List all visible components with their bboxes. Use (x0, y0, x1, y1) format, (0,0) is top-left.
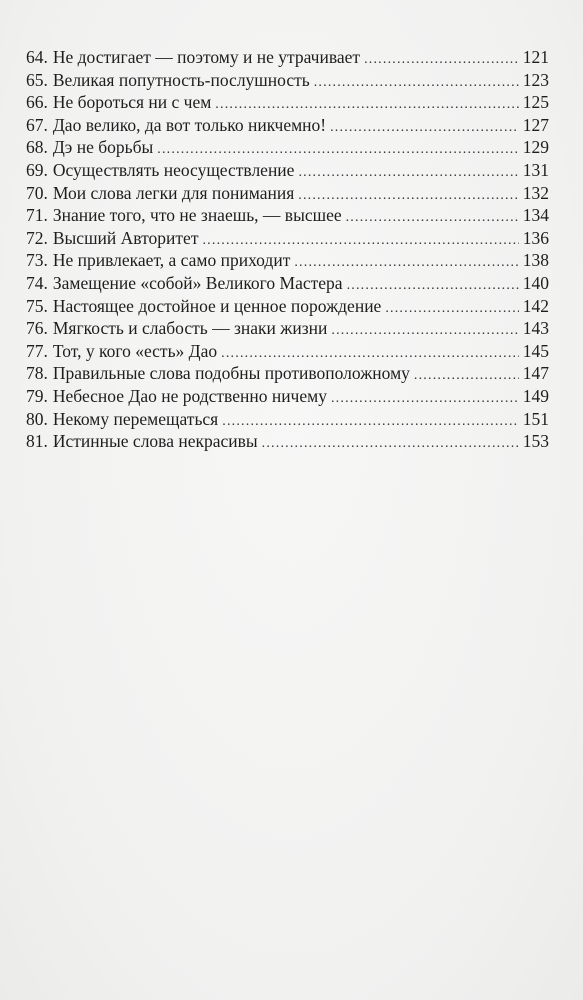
dot-leader (331, 320, 518, 343)
entry-page-number: 129 (522, 137, 549, 158)
dot-leader (385, 298, 518, 321)
entry-title: Великая попутность-послушность (52, 69, 310, 90)
entry-page-number: 132 (522, 182, 549, 203)
entry-number: 69. (26, 159, 48, 180)
dot-leader (262, 433, 519, 456)
entry-title: Небесное Дао не родственно ничему (52, 385, 327, 406)
entry-page-number: 131 (522, 159, 549, 180)
entry-number: 71. (26, 205, 48, 226)
entry-number: 76. (26, 318, 48, 339)
entry-number: 65. (26, 69, 48, 90)
entry-page-number: 125 (522, 92, 549, 113)
dot-leader (346, 207, 519, 230)
entry-number: 77. (26, 340, 48, 361)
toc-entry (26, 272, 549, 295)
entry-number: 70. (26, 182, 48, 203)
entry-title: Высший Авторитет (52, 227, 199, 248)
entry-page-number: 121 (522, 47, 549, 67)
entry-number: 68. (26, 137, 48, 158)
entry-number: 72. (26, 227, 48, 248)
entry-page-number: 142 (522, 295, 549, 316)
entry-page-number: 134 (522, 205, 549, 226)
entry-number: 81. (26, 431, 48, 452)
toc-entry (26, 430, 549, 453)
entry-page-number: 143 (522, 318, 549, 339)
entry-title: Дэ не борьбы (52, 137, 154, 158)
dot-leader (222, 411, 519, 434)
toc-entry (26, 408, 549, 431)
toc-entry (26, 317, 549, 340)
toc-entry (26, 340, 549, 363)
entry-page-number: 147 (522, 363, 549, 384)
toc-entry (26, 249, 549, 272)
entry-title: Правильные слова подобны противоположному (52, 363, 410, 384)
toc-entry (26, 182, 549, 205)
toc-entry (26, 362, 549, 385)
entry-number: 74. (26, 272, 48, 293)
entry-title: Знание того, что не знаешь, — высшее (52, 205, 342, 226)
toc-entry (26, 385, 549, 408)
toc-entry (26, 227, 549, 250)
entry-title: Мои слова легки для понимания (52, 182, 295, 203)
entry-title: Мягкость и слабость — знаки жизни (52, 318, 328, 339)
entry-page-number: 145 (522, 340, 549, 361)
dot-leader (331, 388, 519, 411)
toc-entry (26, 114, 549, 137)
entry-number: 75. (26, 295, 48, 316)
dot-leader (364, 49, 519, 72)
toc-entry (26, 91, 549, 114)
entry-title: Настоящее достойное и ценное порождение (52, 295, 382, 316)
dot-leader (414, 365, 519, 388)
entry-title: Осуществлять неосуществление (52, 159, 295, 180)
entry-title: Дао велико, да вот только никчемно! (52, 114, 327, 135)
dot-leader (298, 162, 518, 185)
entry-title: Не привлекает, а само приходит (52, 250, 291, 271)
table-of-contents (26, 46, 549, 453)
toc-entry (26, 204, 549, 227)
entry-title: Некому перемещаться (52, 408, 219, 429)
entry-title: Замещение «собой» Великого Мастера (52, 272, 343, 293)
entry-number: 66. (26, 92, 48, 113)
entry-number: 64. (26, 47, 48, 67)
entry-page-number: 127 (522, 114, 549, 135)
entry-page-number: 136 (522, 227, 549, 248)
entry-page-number: 151 (522, 408, 549, 429)
toc-entry (26, 159, 549, 182)
dot-leader (314, 72, 519, 95)
entry-title: Не достигает — поэтому и не утрачивает (52, 47, 361, 67)
entry-number: 78. (26, 363, 48, 384)
toc-entry (26, 136, 549, 159)
entry-title: Тот, у кого «есть» Дао (52, 340, 218, 361)
toc-entry (26, 46, 549, 69)
entry-page-number: 149 (522, 385, 549, 406)
entry-title: Не бороться ни с чем (52, 92, 212, 113)
entry-page-number: 140 (522, 272, 549, 293)
entry-page-number: 138 (522, 250, 549, 271)
entry-number: 79. (26, 385, 48, 406)
dot-leader (330, 117, 519, 140)
entry-number: 73. (26, 250, 48, 271)
toc-entry (26, 69, 549, 92)
toc-entry (26, 295, 549, 318)
entry-number: 67. (26, 114, 48, 135)
entry-title: Истинные слова некрасивы (52, 431, 258, 452)
entry-number: 80. (26, 408, 48, 429)
entry-page-number: 123 (522, 69, 549, 90)
entry-page-number: 153 (522, 431, 549, 452)
